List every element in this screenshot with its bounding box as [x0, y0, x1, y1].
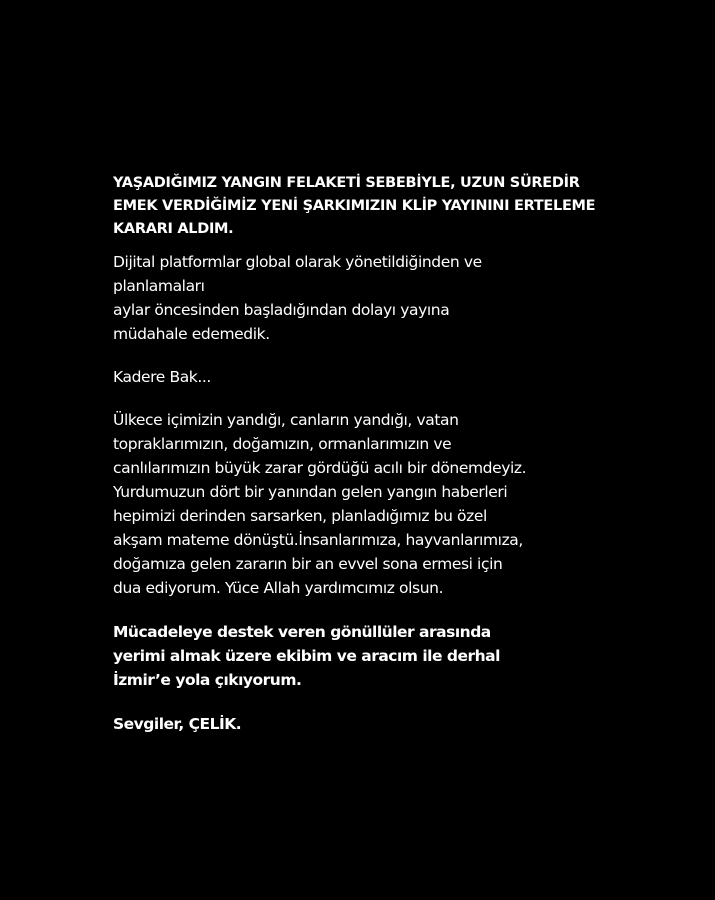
signature-text: Sevgiler, ÇELİK. [113, 715, 242, 733]
paragraph-line: hepimizi derinden sarsarken, planladığımız bu özel [113, 507, 487, 525]
paragraph-line: aylar öncesinden başladığından dolayı yayına [113, 301, 450, 319]
statement-document [113, 172, 608, 736]
paragraph-line: Dijital platformlar global olarak yönetildiğinden ve [113, 253, 482, 271]
paragraph-line: doğamıza gelen zararın bir an evvel sona ermesi için [113, 555, 503, 573]
paragraph-line: planlamaları [113, 277, 205, 295]
paragraph-line: canlılarımızın büyük zarar gördüğü acılı bir dönemdeyiz. [113, 459, 527, 477]
paragraph-volunteers [113, 620, 608, 692]
spacer [113, 346, 608, 365]
headline-line: KARARI ALDIM. [113, 221, 234, 237]
paragraph-line: dua ediyorum. Yüce Allah yardımcımız olsun. [113, 579, 444, 597]
paragraph-line: Mücadeleye destek veren gönüllüler arasında [113, 623, 491, 641]
spacer [113, 600, 608, 620]
headline-line: EMEK VERDİĞİMİZ YENİ ŞARKIMIZIN KLİP YAYININI ERTELEME [113, 198, 596, 214]
paragraph-line: yerimi almak üzere ekibim ve aracım ile derhal [113, 647, 500, 665]
paragraph-fires [113, 408, 608, 600]
spacer [113, 692, 608, 712]
signature [113, 712, 608, 736]
paragraph-line: İzmir’e yola çıkıyorum. [113, 671, 302, 689]
paragraph-line: topraklarımızın, doğamızın, ormanlarımızın ve [113, 435, 452, 453]
song-title-text: Kadere Bak... [113, 368, 211, 386]
song-title [113, 365, 608, 389]
paragraph-line: Ülkece içimizin yandığı, canların yandığı, vatan [113, 411, 459, 429]
paragraph-line: akşam mateme dönüştü.İnsanlarımıza, hayvanlarımıza, [113, 531, 523, 549]
headline-line: YAŞADIĞIMIZ YANGIN FELAKETİ SEBEBİYLE, UZUN SÜREDİR [113, 175, 580, 191]
paragraph-line: müdahale edemedik. [113, 325, 270, 343]
statement-headline [113, 172, 608, 241]
paragraph-platforms [113, 250, 608, 346]
spacer [113, 389, 608, 408]
paragraph-line: Yurdumuzun dört bir yanından gelen yangın haberleri [113, 483, 508, 501]
